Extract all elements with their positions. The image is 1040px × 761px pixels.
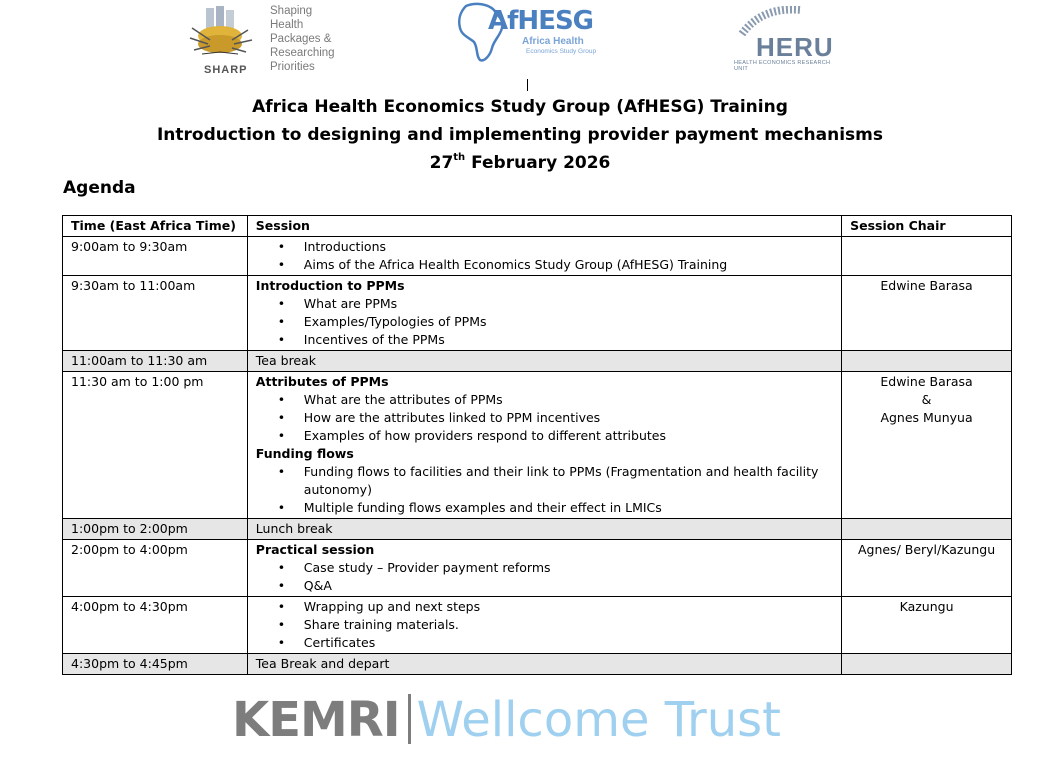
title-line-1: Africa Health Economics Study Group (AfHESG) Training (252, 97, 788, 117)
heru-wordmark: HERU (756, 32, 834, 62)
agenda-row (63, 351, 1012, 372)
table-header-row (63, 216, 1012, 237)
sharp-tagline: Shaping Health Packages & Researching Priorities (270, 5, 335, 73)
heru-logo (732, 6, 842, 72)
agenda-time: 9:30am to 11:00am (63, 276, 248, 351)
session-item-list (256, 463, 833, 517)
chair-name: Agnes/ Beryl/Kazungu (857, 542, 996, 557)
logo-divider (408, 694, 411, 744)
agenda-body (63, 237, 1012, 675)
agenda-row (63, 276, 1012, 351)
session-item: • Funding flows to facilities and their link to PPMs (Fragmentation and health facility autonomy) (304, 463, 833, 499)
session-section-title: Introduction to PPMs (255, 278, 405, 293)
agenda-time: 1:00pm to 2:00pm (63, 519, 248, 540)
agenda-session (247, 372, 841, 519)
agenda-session (247, 276, 841, 351)
chair-name: & (921, 392, 932, 407)
afhesg-subtitle: Africa Health (522, 36, 584, 47)
afhesg-subtitle-2: Economics Study Group (526, 48, 597, 55)
session-item: • Aims of the Africa Health Economics Study Group (AfHESG) Training (304, 256, 833, 274)
agenda-chair (842, 276, 1012, 351)
agenda-time: 2:00pm to 4:00pm (63, 540, 248, 597)
agenda-row (63, 372, 1012, 519)
session-item-list (256, 391, 833, 445)
document-header (0, 93, 1040, 177)
agenda-chair (842, 237, 1012, 276)
kemri-wordmark: KEMRI (232, 692, 400, 748)
agenda-session: Lunch break (247, 519, 841, 540)
chair-name: Kazungu (899, 599, 954, 614)
chair-name: Edwine Barasa (880, 278, 973, 293)
session-section-title: Attributes of PPMs (255, 374, 389, 389)
session-item: • Introductions (304, 238, 833, 256)
sharp-wordmark: SHARP (204, 64, 248, 76)
afhesg-wordmark: AfHESG (488, 6, 594, 36)
agenda-session (247, 237, 841, 276)
agenda-row (63, 237, 1012, 276)
session-item: • Share training materials. (304, 616, 833, 634)
logo-bar (0, 0, 1040, 80)
column-header-session: Session (247, 216, 841, 237)
afhesg-logo (452, 0, 602, 66)
agenda-time: 11:30 am to 1:00 pm (63, 372, 248, 519)
wellcome-wordmark: Wellcome Trust (416, 692, 781, 748)
agenda-chair (842, 654, 1012, 675)
chair-name: Edwine Barasa (880, 374, 973, 389)
session-item-list (256, 295, 833, 349)
session-item: • Multiple funding flows examples and their effect in LMICs (304, 499, 833, 517)
heru-subtitle: HEALTH ECONOMICS RESEARCH UNIT (734, 60, 831, 72)
agenda-chair (842, 597, 1012, 654)
session-section-title: Funding flows (255, 446, 354, 461)
session-item: • What are PPMs (304, 295, 833, 313)
title-date: 27th February 2026 (429, 152, 611, 173)
agenda-row (63, 597, 1012, 654)
agenda-time: 9:00am to 9:30am (63, 237, 248, 276)
session-item: • Certificates (304, 634, 833, 652)
title-line-2: Introduction to designing and implementing provider payment mechanisms (156, 125, 883, 145)
session-item: • Incentives of the PPMs (304, 331, 833, 349)
session-item: • What are the attributes of PPMs (304, 391, 833, 409)
sharp-logo (188, 4, 338, 78)
agenda-session (247, 597, 841, 654)
agenda-heading: Agenda (63, 178, 136, 198)
session-item-list (256, 598, 833, 652)
session-item: • Examples/Typologies of PPMs (304, 313, 833, 331)
session-section-title: Practical session (255, 542, 375, 557)
agenda-row (63, 540, 1012, 597)
kemri-wellcome-logo (232, 690, 781, 750)
text-cursor (527, 79, 528, 91)
session-item: • Wrapping up and next steps (304, 598, 833, 616)
agenda-chair (842, 351, 1012, 372)
chair-name: Agnes Munyua (880, 410, 973, 425)
agenda-time: 4:30pm to 4:45pm (63, 654, 248, 675)
agenda-session (247, 540, 841, 597)
agenda-table (62, 215, 1012, 675)
agenda-chair (842, 540, 1012, 597)
sharp-emblem-icon (188, 4, 268, 66)
session-item: • Examples of how providers respond to different attributes (304, 427, 833, 445)
session-item: • Q&A (304, 577, 833, 595)
agenda-time: 4:00pm to 4:30pm (63, 597, 248, 654)
session-item: • Case study – Provider payment reforms (304, 559, 833, 577)
agenda-row (63, 654, 1012, 675)
agenda-session: Tea Break and depart (247, 654, 841, 675)
agenda-chair (842, 519, 1012, 540)
agenda-chair (842, 372, 1012, 519)
session-item-list (256, 559, 833, 595)
agenda-session: Tea break (247, 351, 841, 372)
agenda-row (63, 519, 1012, 540)
column-header-chair: Session Chair (842, 216, 1012, 237)
session-item-list (256, 238, 833, 274)
agenda-time: 11:00am to 11:30 am (63, 351, 248, 372)
column-header-time: Time (East Africa Time) (63, 216, 248, 237)
session-item: • How are the attributes linked to PPM incentives (304, 409, 833, 427)
